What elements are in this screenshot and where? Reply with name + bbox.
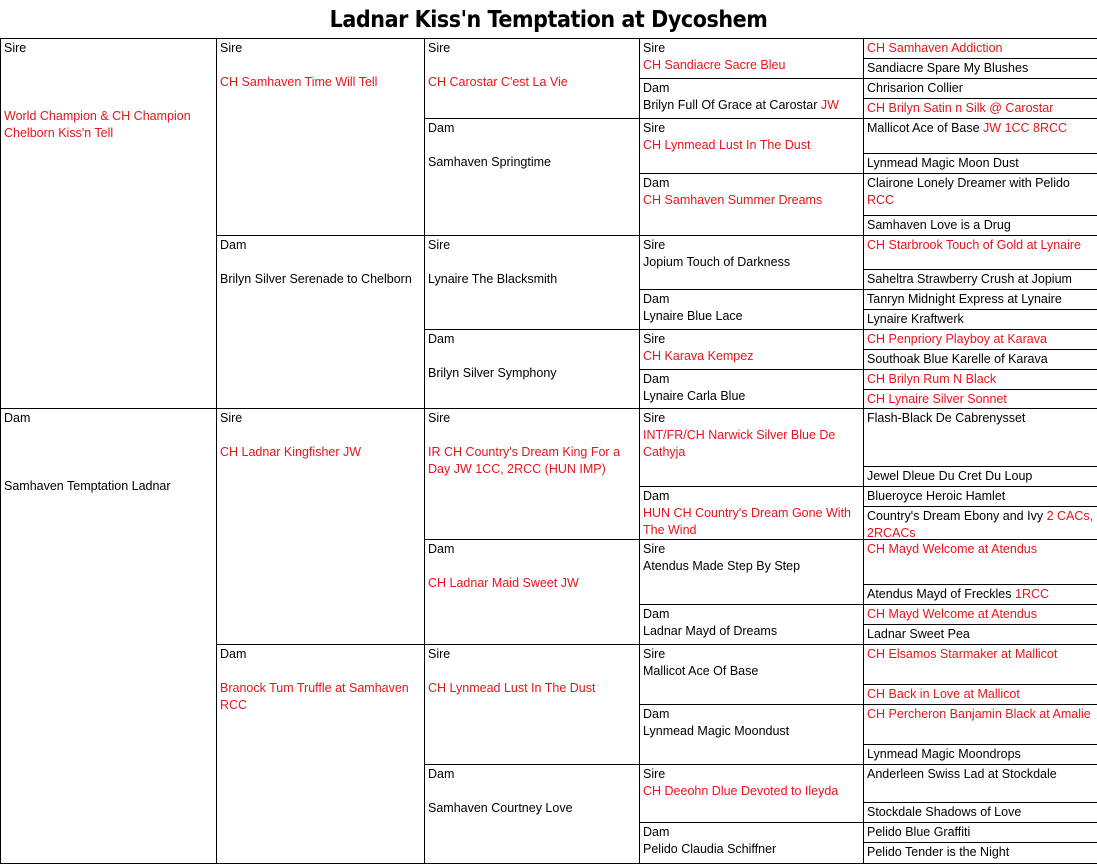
- role-label: Dam: [643, 825, 670, 839]
- pedigree-cell-gen4-13: [639, 704, 864, 765]
- dog-name: [643, 57, 860, 74]
- dog-name-text: CH Samhaven Addiction: [867, 41, 1003, 55]
- role-label: Dam: [643, 176, 670, 190]
- pedigree-cell-gen5-17: [863, 466, 1097, 487]
- role-label: Sire: [643, 41, 666, 55]
- spacer: [428, 348, 636, 365]
- dog-name-text: Chrisarion Collier: [867, 81, 963, 95]
- pedigree-cell-gen5-15: [863, 389, 1097, 409]
- dog-name: [4, 478, 213, 495]
- pedigree-cell-gen5-6: [863, 173, 1097, 216]
- dog-name-text: CH Samhaven Time Will Tell: [220, 75, 378, 89]
- spacer: [428, 57, 636, 74]
- dog-name: [867, 120, 1094, 137]
- dog-name-text: Sandiacre Spare My Blushes: [867, 61, 1029, 75]
- dog-name: [643, 783, 860, 800]
- dog-name-text: CH Mayd Welcome at Atendus: [867, 542, 1037, 556]
- dog-name: [428, 365, 636, 382]
- role-label: Sire: [643, 411, 666, 425]
- pedigree-cell-gen5-3: [863, 98, 1097, 119]
- dog-name: [643, 348, 860, 365]
- spacer: [428, 254, 636, 271]
- pedigree-cell-gen4-10: [639, 539, 864, 605]
- dog-name-text: CH Lynmead Lust In The Dust: [643, 138, 811, 152]
- dog-name: [867, 804, 1094, 821]
- role-label: Sire: [643, 647, 666, 661]
- title-suffix: JW: [820, 98, 839, 112]
- pedigree-cell-gen5-27: [863, 744, 1097, 765]
- role-label: Dam: [643, 372, 670, 386]
- pedigree-cell-gen4-8: [639, 408, 864, 487]
- dog-name-text: CH Carostar C'est La Vie: [428, 75, 568, 89]
- pedigree-cell-gen2-3: [216, 644, 425, 864]
- dog-name-text: Clairone Lonely Dreamer with Pelido: [867, 176, 1070, 190]
- dog-name-text: CH Brilyn Satin n Silk @ Carostar: [867, 101, 1054, 115]
- dog-name: [428, 680, 636, 697]
- dog-name: [867, 311, 1094, 328]
- pedigree-cell-gen5-21: [863, 584, 1097, 605]
- dog-name-text: Stockdale Shadows of Love: [867, 805, 1022, 819]
- dog-name: [867, 237, 1094, 254]
- pedigree-cell-gen4-9: [639, 486, 864, 540]
- role-label: Dam: [220, 238, 247, 252]
- dog-name-text: Anderleen Swiss Lad at Stockdale: [867, 767, 1057, 781]
- dog-name-text: CH Elsamos Starmaker at Mallicot: [867, 647, 1058, 661]
- role-label: Sire: [428, 238, 451, 252]
- dog-name-text: Tanryn Midnight Express at Lynaire: [867, 292, 1062, 306]
- dog-name: [867, 175, 1094, 209]
- dog-name-text: Lynaire Blue Lace: [643, 309, 743, 323]
- dog-name-text: Lynmead Magic Moondrops: [867, 747, 1021, 761]
- pedigree-cell-gen5-1: [863, 58, 1097, 79]
- pedigree-cell-gen5-24: [863, 644, 1097, 685]
- pedigree-cell-gen4-11: [639, 604, 864, 645]
- dog-name: [867, 468, 1094, 485]
- dog-name: [643, 427, 860, 461]
- role-label: Dam: [643, 489, 670, 503]
- dog-name: [643, 192, 860, 209]
- pedigree-cell-gen5-7: [863, 215, 1097, 236]
- role-label: Dam: [643, 607, 670, 621]
- dog-name-text: CH Mayd Welcome at Atendus: [867, 607, 1037, 621]
- pedigree-cell-gen3-6: [424, 644, 640, 765]
- dog-name-text: Brilyn Full Of Grace at Carostar: [643, 98, 818, 112]
- pedigree-cell-gen5-11: [863, 309, 1097, 330]
- pedigree-cell-gen3-4: [424, 408, 640, 540]
- dog-name: [867, 60, 1094, 77]
- role-label: Sire: [643, 332, 666, 346]
- dog-name: [867, 40, 1094, 57]
- dog-name-text: CH Ladnar Kingfisher JW: [220, 445, 362, 459]
- dog-name: [867, 746, 1094, 763]
- pedigree-cell-gen5-18: [863, 486, 1097, 507]
- dog-name: [428, 271, 636, 288]
- role-label: Sire: [643, 121, 666, 135]
- pedigree-cell-gen3-3: [424, 329, 640, 409]
- dog-name: [428, 444, 636, 478]
- spacer: [4, 57, 213, 108]
- dog-name-text: CH Sandiacre Sacre Bleu: [643, 58, 786, 72]
- pedigree-cell-gen5-19: [863, 506, 1097, 540]
- dog-name: [867, 488, 1094, 505]
- dog-name-text: Brilyn Silver Serenade to Chelborn: [220, 272, 412, 286]
- role-label: Dam: [428, 121, 455, 135]
- dog-name: [867, 508, 1094, 540]
- dog-name: [867, 606, 1094, 623]
- role-label: Dam: [428, 767, 455, 781]
- dog-name-text: CH Karava Kempez: [643, 349, 754, 363]
- role-label: Sire: [428, 411, 451, 425]
- pedigree-cell-gen5-2: [863, 78, 1097, 99]
- role-label: Dam: [220, 647, 247, 661]
- role-label: Sire: [428, 647, 451, 661]
- dog-name: [867, 541, 1094, 558]
- pedigree-cell-gen5-28: [863, 764, 1097, 803]
- pedigree-cell-gen5-31: [863, 842, 1097, 864]
- role-label: Sire: [428, 41, 451, 55]
- dog-name: [643, 723, 860, 740]
- dog-name-text: Pelido Claudia Schiffner: [643, 842, 777, 856]
- dog-name-text: CH Lynmead Lust In The Dust: [428, 681, 596, 695]
- pedigree-cell-gen5-8: [863, 235, 1097, 270]
- role-label: Dam: [643, 81, 670, 95]
- role-label: Sire: [643, 542, 666, 556]
- role-label: Sire: [220, 411, 243, 425]
- pedigree-cell-gen5-29: [863, 802, 1097, 823]
- title-suffix: 1RCC: [1015, 587, 1050, 601]
- dog-name: [867, 217, 1094, 234]
- role-label: Dam: [428, 332, 455, 346]
- dog-name-text: Jewel Dleue Du Cret Du Loup: [867, 469, 1033, 483]
- dog-name-text: CH Deeohn Dlue Devoted to Ileyda: [643, 784, 839, 798]
- dog-name: [4, 108, 213, 142]
- dog-name: [220, 680, 421, 714]
- dog-name-text: Samhaven Springtime: [428, 155, 551, 169]
- pedigree-cell-gen1-0: [0, 38, 217, 409]
- spacer: [428, 137, 636, 154]
- dog-name-text: Lynaire Kraftwerk: [867, 312, 964, 326]
- dog-name-text: Lynmead Magic Moondust: [643, 724, 790, 738]
- role-label: Dam: [643, 292, 670, 306]
- pedigree-cell-gen5-23: [863, 624, 1097, 645]
- dog-name: [643, 505, 860, 539]
- spacer: [428, 427, 636, 444]
- pedigree-cell-gen3-7: [424, 764, 640, 864]
- dog-name: [220, 444, 421, 461]
- dog-name: [220, 74, 421, 91]
- dog-name: [643, 663, 860, 680]
- title-suffix: JW 1CC 8RCC: [983, 121, 1068, 135]
- dog-name-text: HUN CH Country's Dream Gone With The Wind: [643, 506, 851, 537]
- dog-name: [867, 586, 1094, 603]
- dog-name: [643, 254, 860, 271]
- dog-name: [867, 351, 1094, 368]
- dog-name-text: Brilyn Silver Symphony: [428, 366, 557, 380]
- pedigree-cell-gen4-4: [639, 235, 864, 290]
- dog-name-text: Flash-Black De Cabrenysset: [867, 411, 1026, 425]
- dog-name-text: Pelido Blue Graffiti: [867, 825, 971, 839]
- pedigree-cell-gen5-13: [863, 349, 1097, 370]
- title-suffix: RCC: [867, 193, 895, 207]
- dog-name: [220, 271, 421, 288]
- pedigree-cell-gen4-5: [639, 289, 864, 330]
- dog-name-text: Lynmead Magic Moon Dust: [867, 156, 1019, 170]
- dog-name: [867, 271, 1094, 288]
- pedigree-cell-gen5-14: [863, 369, 1097, 390]
- dog-name: [643, 97, 860, 114]
- pedigree-cell-gen5-30: [863, 822, 1097, 843]
- spacer: [220, 427, 421, 444]
- dog-name: [867, 646, 1094, 663]
- dog-name-text: Ladnar Sweet Pea: [867, 627, 970, 641]
- dog-name: [867, 686, 1094, 703]
- pedigree-cell-gen3-2: [424, 235, 640, 330]
- dog-name-text: Samhaven Love is a Drug: [867, 218, 1011, 232]
- dog-name: [867, 706, 1094, 723]
- role-label: Sire: [643, 767, 666, 781]
- spacer: [220, 254, 421, 271]
- pedigree-cell-gen5-12: [863, 329, 1097, 350]
- dog-name: [867, 331, 1094, 348]
- spacer: [220, 57, 421, 74]
- pedigree-cell-gen4-3: [639, 173, 864, 236]
- pedigree-cell-gen2-2: [216, 408, 425, 645]
- dog-name-text: CH Percheron Banjamin Black at Amalie: [867, 707, 1091, 721]
- pedigree-cell-gen5-9: [863, 269, 1097, 290]
- pedigree-title: Ladnar Kiss'n Temptation at Dycoshem: [329, 7, 768, 33]
- pedigree-cell-gen5-10: [863, 289, 1097, 310]
- pedigree-cell-gen4-2: [639, 118, 864, 174]
- pedigree-cell-gen4-12: [639, 644, 864, 705]
- dog-name-text: CH Ladnar Maid Sweet JW: [428, 576, 579, 590]
- spacer: [428, 558, 636, 575]
- dog-name-text: Branock Tum Truffle at Samhaven RCC: [220, 681, 409, 712]
- dog-name-text: Atendus Made Step By Step: [643, 559, 801, 573]
- dog-name-text: Lynaire The Blacksmith: [428, 272, 558, 286]
- dog-name-text: Samhaven Courtney Love: [428, 801, 573, 815]
- dog-name: [643, 308, 860, 325]
- pedigree-cell-gen4-15: [639, 822, 864, 864]
- dog-name-text: CH Brilyn Rum N Black: [867, 372, 997, 386]
- dog-name: [643, 137, 860, 154]
- spacer: [428, 783, 636, 800]
- dog-name: [428, 74, 636, 91]
- dog-name-text: Country's Dream Ebony and Ivy: [867, 509, 1044, 523]
- dog-name: [867, 80, 1094, 97]
- dog-name-text: Ladnar Mayd of Dreams: [643, 624, 778, 638]
- dog-name: [643, 558, 860, 575]
- pedigree-cell-gen4-7: [639, 369, 864, 409]
- pedigree-cell-gen4-6: [639, 329, 864, 370]
- pedigree-cell-gen5-4: [863, 118, 1097, 154]
- pedigree-cell-gen2-1: [216, 235, 425, 409]
- dog-name-text: IR CH Country's Dream King For a Day JW 1CC, 2RCC (HUN IMP): [428, 445, 621, 476]
- dog-name: [867, 100, 1094, 117]
- dog-name: [867, 410, 1094, 427]
- dog-name-text: INT/FR/CH Narwick Silver Blue De Cathyja: [643, 428, 836, 459]
- dog-name-text: World Champion & CH Champion Chelborn Kiss'n Tell: [4, 109, 191, 140]
- dog-name-text: Southoak Blue Karelle of Karava: [867, 352, 1048, 366]
- pedigree-cell-gen3-5: [424, 539, 640, 645]
- dog-name-text: Mallicot Ace of Base: [867, 121, 980, 135]
- pedigree-cell-gen5-0: [863, 38, 1097, 59]
- dog-name-text: Lynaire Carla Blue: [643, 389, 746, 403]
- dog-name: [867, 766, 1094, 783]
- spacer: [4, 427, 213, 478]
- pedigree-cell-gen5-26: [863, 704, 1097, 745]
- dog-name: [428, 575, 636, 592]
- spacer: [220, 663, 421, 680]
- role-label: Sire: [220, 41, 243, 55]
- role-label: Sire: [4, 41, 27, 55]
- dog-name-text: CH Lynaire Silver Sonnet: [867, 392, 1007, 406]
- title-suffix: 2 CACs, 2RCACs: [867, 509, 1094, 540]
- dog-name: [643, 841, 860, 858]
- pedigree-cell-gen5-5: [863, 153, 1097, 174]
- dog-name: [867, 844, 1094, 861]
- pedigree-cell-gen5-20: [863, 539, 1097, 585]
- dog-name-text: CH Starbrook Touch of Gold at Lynaire: [867, 238, 1082, 252]
- dog-name: [867, 391, 1094, 408]
- dog-name-text: Saheltra Strawberry Crush at Jopium: [867, 272, 1072, 286]
- dog-name: [643, 623, 860, 640]
- dog-name: [428, 154, 636, 171]
- role-label: Dam: [428, 542, 455, 556]
- dog-name-text: CH Penpriory Playboy at Karava: [867, 332, 1047, 346]
- dog-name: [867, 291, 1094, 308]
- spacer: [428, 663, 636, 680]
- pedigree-cell-gen4-0: [639, 38, 864, 79]
- pedigree-cell-gen4-1: [639, 78, 864, 119]
- pedigree-cell-gen2-0: [216, 38, 425, 236]
- pedigree-cell-gen3-1: [424, 118, 640, 236]
- dog-name: [867, 155, 1094, 172]
- dog-name-text: CH Samhaven Summer Dreams: [643, 193, 823, 207]
- dog-name: [428, 800, 636, 817]
- dog-name-text: Atendus Mayd of Freckles: [867, 587, 1012, 601]
- role-label: Dam: [4, 411, 31, 425]
- dog-name-text: CH Back in Love at Mallicot: [867, 687, 1020, 701]
- dog-name-text: Mallicot Ace Of Base: [643, 664, 759, 678]
- dog-name-text: Samhaven Temptation Ladnar: [4, 479, 171, 493]
- pedigree-cell-gen3-0: [424, 38, 640, 119]
- pedigree-cell-gen1-1: [0, 408, 217, 864]
- role-label: Sire: [643, 238, 666, 252]
- pedigree-cell-gen5-22: [863, 604, 1097, 625]
- dog-name-text: Blueroyce Heroic Hamlet: [867, 489, 1006, 503]
- dog-name: [867, 626, 1094, 643]
- dog-name-text: Jopium Touch of Darkness: [643, 255, 791, 269]
- dog-name: [867, 824, 1094, 841]
- pedigree-cell-gen5-25: [863, 684, 1097, 705]
- dog-name: [643, 388, 860, 405]
- dog-name: [867, 371, 1094, 388]
- dog-name-text: Pelido Tender is the Night: [867, 845, 1010, 859]
- role-label: Dam: [643, 707, 670, 721]
- pedigree-cell-gen5-16: [863, 408, 1097, 467]
- pedigree-cell-gen4-14: [639, 764, 864, 823]
